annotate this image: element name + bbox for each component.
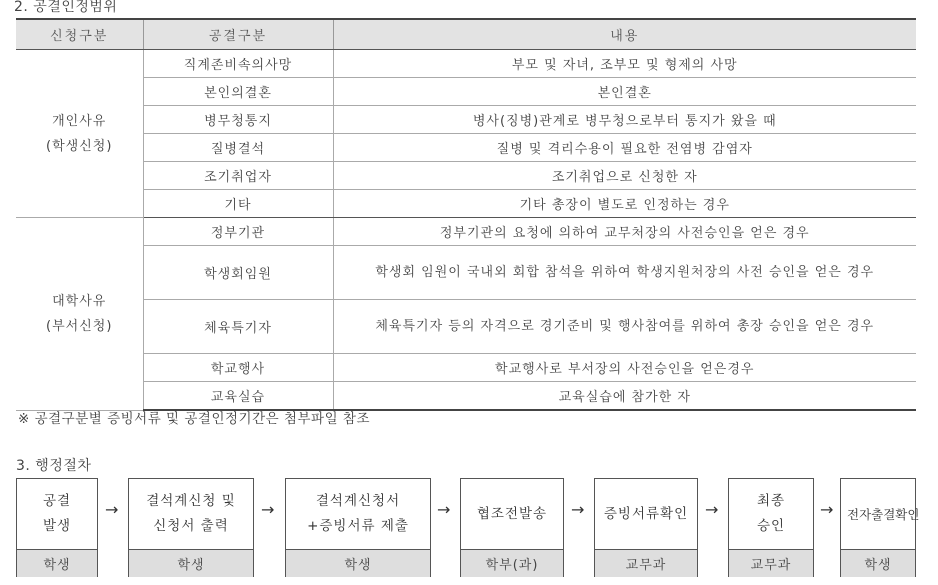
absence-content: 병사(징병)관계로 병무청으로부터 통지가 왔을 때 — [333, 106, 916, 134]
absence-type: 정부기관 — [143, 218, 333, 246]
absence-content: 교육실습에 참가한 자 — [333, 382, 916, 411]
table-row — [16, 300, 916, 354]
arrow-icon: → — [261, 500, 275, 519]
step-check-attendance — [840, 478, 920, 577]
absence-content: 학교행사로 부서장의 사전승인을 얻은경우 — [333, 354, 916, 382]
header-content: 내용 — [333, 19, 916, 50]
table-row — [16, 50, 916, 78]
table-row — [16, 246, 916, 300]
absence-content: 정부기관의 요청에 의하여 교무처장의 사전승인을 얻은 경우 — [333, 218, 916, 246]
step-owner: 교무과 — [595, 549, 697, 577]
section-title-scope: 2. 공결인정범위 — [14, 0, 118, 15]
absence-type: 병무청통지 — [143, 106, 333, 134]
arrow-icon: → — [705, 500, 719, 519]
step-owner: 학생 — [17, 549, 97, 577]
arrow-icon: → — [437, 500, 451, 519]
table-row — [16, 190, 916, 218]
absence-content: 본인결혼 — [333, 78, 916, 106]
category-personal: 개인사유 (학생신청) — [16, 50, 143, 218]
attachment-note: ※ 공결구분별 증빙서류 및 공결인정기간은 첨부파일 참조 — [18, 411, 371, 427]
section-title-procedure: 3. 행정절차 — [16, 458, 92, 474]
absence-content: 체육특기자 등의 자격으로 경기준비 및 행사참여를 위하여 총장 승인을 얻은 경우 — [333, 300, 916, 354]
arrow-icon: → — [105, 500, 119, 519]
step-send-memo — [460, 478, 564, 577]
step-final-approval — [728, 478, 814, 577]
category-university: 대학사유 (부서신청) — [16, 218, 143, 411]
step-label: 협조전발송 — [476, 505, 548, 522]
header-absence-type: 공결구분 — [143, 19, 333, 50]
step-label: 전자출결확인 — [847, 506, 920, 522]
step-submit-documents — [285, 478, 431, 577]
absence-type: 학생회임원 — [143, 246, 333, 300]
arrow-icon: → — [820, 500, 834, 519]
step-label: 최종 승인 — [756, 493, 786, 534]
step-owner: 학생 — [129, 549, 253, 577]
step-label: 증빙서류확인 — [603, 505, 689, 522]
scope-table — [16, 18, 916, 411]
table-row — [16, 354, 916, 382]
absence-type: 질병결석 — [143, 134, 333, 162]
absence-type: 직계존비속의사망 — [143, 50, 333, 78]
step-owner: 학부(과) — [461, 549, 563, 577]
table-row — [16, 78, 916, 106]
table-header-row — [16, 19, 916, 50]
step-absence-occurs — [16, 478, 98, 577]
table-row — [16, 382, 916, 411]
header-apply-type: 신청구분 — [16, 19, 143, 50]
step-owner: 학생 — [286, 549, 430, 577]
absence-type: 본인의결혼 — [143, 78, 333, 106]
absence-type: 체육특기자 — [143, 300, 333, 354]
step-label: 결석계신청 및 신청서 출력 — [146, 493, 236, 534]
absence-type: 학교행사 — [143, 354, 333, 382]
step-owner: 학생 — [841, 549, 915, 577]
absence-content: 학생회 임원이 국내외 회합 참석을 위하여 학생지원처장의 사전 승인을 얻은 경우 — [333, 246, 916, 300]
table-row — [16, 218, 916, 246]
step-label: 결석계신청서 +증빙서류 제출 — [307, 493, 409, 534]
absence-type: 교육실습 — [143, 382, 333, 411]
absence-content: 질병 및 격리수용이 필요한 전염병 감염자 — [333, 134, 916, 162]
table-row — [16, 134, 916, 162]
step-verify-documents — [594, 478, 698, 577]
absence-content: 기타 총장이 별도로 인정하는 경우 — [333, 190, 916, 218]
step-owner: 교무과 — [729, 549, 813, 577]
table-row — [16, 162, 916, 190]
arrow-icon: → — [571, 500, 585, 519]
step-label: 공결 발생 — [42, 493, 72, 534]
step-apply-and-print — [128, 478, 254, 577]
absence-type: 조기취업자 — [143, 162, 333, 190]
absence-type: 기타 — [143, 190, 333, 218]
table-row — [16, 106, 916, 134]
absence-content: 조기취업으로 신청한 자 — [333, 162, 916, 190]
absence-content: 부모 및 자녀, 조부모 및 형제의 사망 — [333, 50, 916, 78]
